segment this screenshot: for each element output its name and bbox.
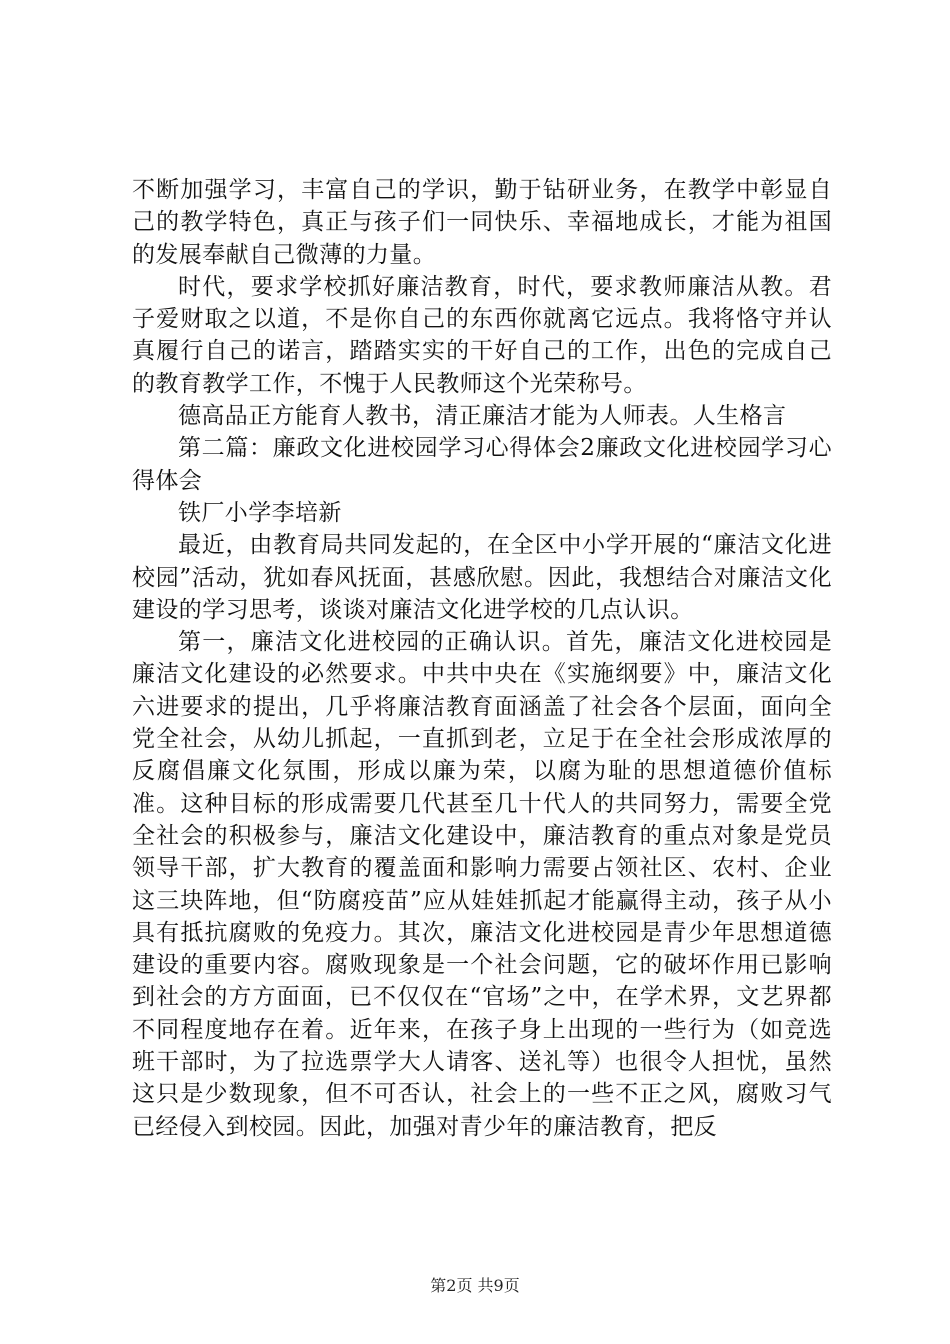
- author-line: 铁厂小学李培新: [178, 499, 342, 526]
- paragraph-continuation: 不断加强学习，丰富自己的学识，勤于钻研业务，在教学中彰显自己的教学特色，真正与孩子们一同快乐、幸福地成长，才能为祖国的发展奉献自己微薄的力量。: [132, 177, 832, 268]
- paragraph-first-point: 第一，廉洁文化进校园的正确认识。首先，廉洁文化进校园是廉洁文化建设的必然要求。中共中央在《实施纲要》中，廉洁文化六进要求的提出，几乎将廉洁教育面涵盖了社会各个层面，面向全党全社会，从幼儿抓起，一直抓到老，立足于在全社会形成浓厚的反腐倡廉文化氛围，形成以廉为荣，以腐为耻的思想道德价值标准。这种目标的形成需要几代甚至几十代人的共同努力，需要全党全社会的积极参与，廉洁文化建设中，廉洁教育的重点对象是党员领导干部，扩大教育的覆盖面和影响力需要占领社区、农村、企业这三块阵地，但“防腐疫苗”应从娃娃抓起才能赢得主动，孩子从小具有抵抗腐败的免疫力。其次，廉洁文化进校园是青少年思想道德建设的重要内容。腐败现象是一个社会问题，它的破坏作用已影响到社会的方方面面，已不仅仅在“官场”之中，在学术界，文艺界都不同程度地存在着。近年来，在孩子身上出现的一些行为（如竞选班干部时，为了拉选票学大人请客、送礼等）也很令人担忧，虽然这只是少数现象，但不可否认，社会上的一些不正之风，腐败习气已经侵入到校园。因此，加强对青少年的廉洁教育，把反: [132, 629, 832, 1140]
- paragraph-integrity-era: 时代，要求学校抓好廉洁教育，时代，要求教师廉洁从教。君子爱财取之以道，不是你自己的东西你就离它远点。我将恪守并认真履行自己的诺言，踏踏实实的干好自己的工作，出色的完成自己的教育教学工作，不愧于人民教师这个光荣称号。: [132, 273, 832, 397]
- paragraph-motto: 德高品正方能育人教书，清正廉洁才能为人师表。人生格言: [178, 403, 787, 430]
- page-footer: [0, 1276, 950, 1296]
- paragraph-intro: 最近，由教育局共同发起的，在全区中小学开展的“廉洁文化进校园”活动，犹如春风抚面，甚感欣慰。因此，我想结合对廉洁文化建设的学习思考，谈谈对廉洁文化进学校的几点认识。: [132, 532, 832, 623]
- document-body: [132, 174, 832, 1143]
- page-number: 第2页 共9页: [430, 1276, 520, 1295]
- section-heading: 第二篇：廉政文化进校园学习心得体会2廉政文化进校园学习心得体会: [132, 435, 832, 494]
